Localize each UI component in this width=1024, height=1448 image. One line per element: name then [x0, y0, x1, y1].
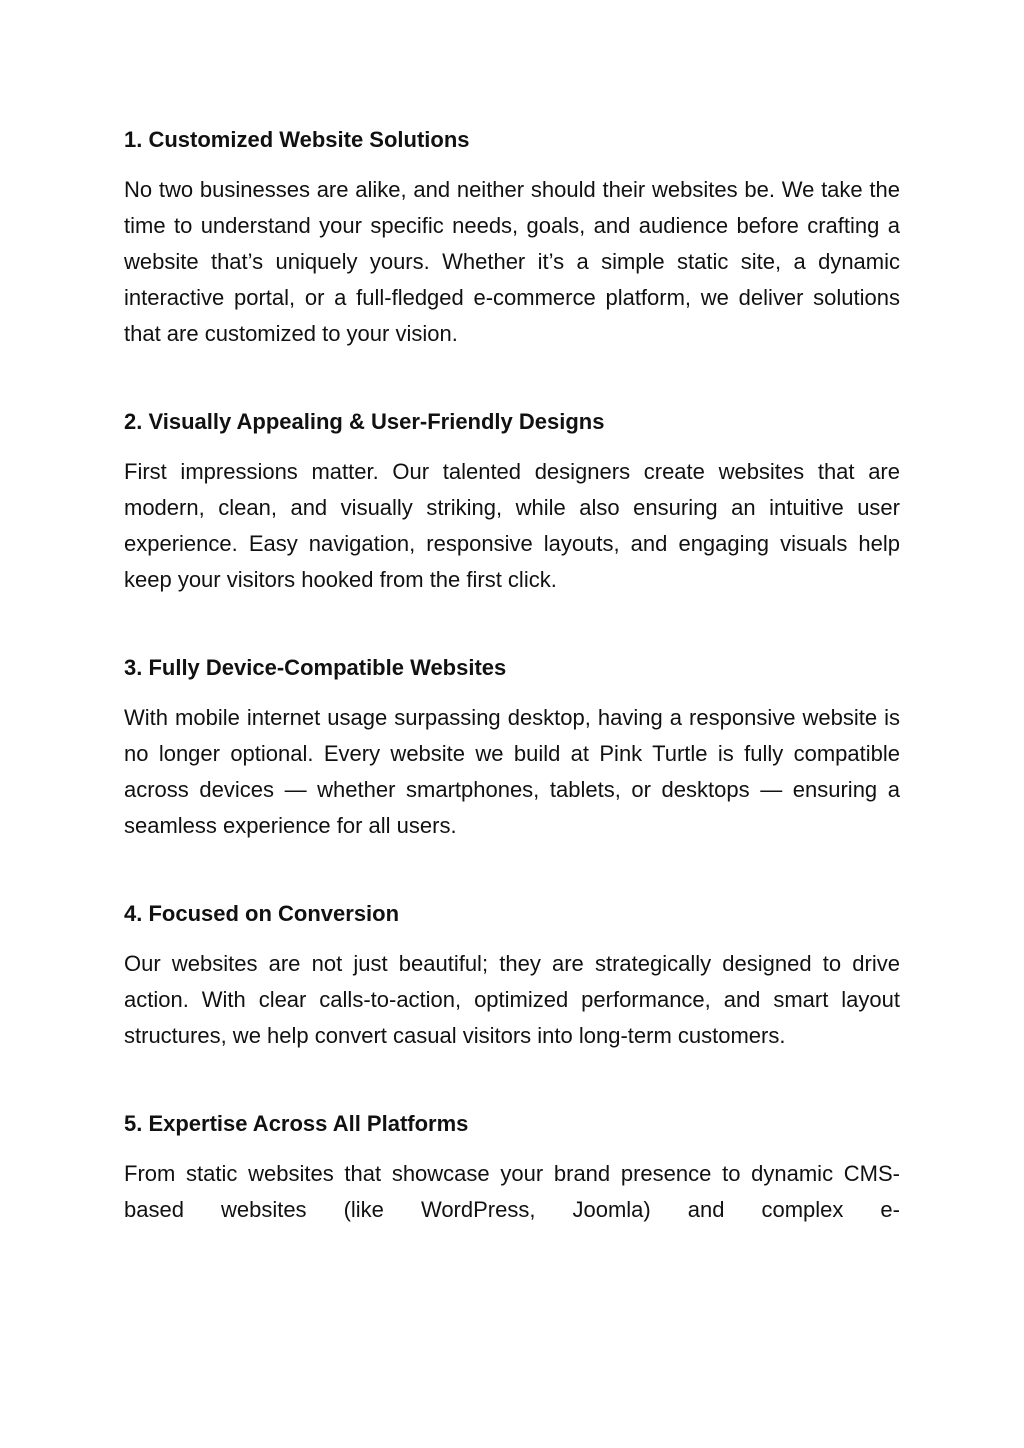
section-heading: 4. Focused on Conversion	[124, 901, 400, 926]
section-paragraph: No two businesses are alike, and neither should their websites be. We take the time to understand your specific needs, goals, and audience before crafting a website that’s uniquely yours. Whether it’s a simple static site, a dynamic interactive portal, or a full-fledged e-commerce platform, we deliver solutions that are customized to your vision.	[124, 177, 900, 346]
section-focused-on-conversion	[124, 896, 900, 1054]
section-device-compatible-websites	[124, 650, 900, 844]
section-heading: 5. Expertise Across All Platforms	[124, 1111, 469, 1136]
section-expertise-across-platforms	[124, 1106, 900, 1228]
section-visually-appealing-designs	[124, 404, 900, 598]
section-paragraph: Our websites are not just beautiful; they are strategically designed to drive action. With clear calls-to-action, optimized performance, and smart layout structures, we help convert casual visitors into long-term customers.	[124, 951, 900, 1048]
section-heading: 1. Customized Website Solutions	[124, 127, 470, 152]
section-heading: 2. Visually Appealing & User-Friendly Designs	[124, 409, 605, 434]
section-paragraph: With mobile internet usage surpassing desktop, having a responsive website is no longer optional. Every website we build at Pink Turtle is fully compatible across devices — whether smartphones, tablets, or desktops — ensuring a seamless experience for all users.	[124, 705, 900, 838]
section-heading: 3. Fully Device-Compatible Websites	[124, 655, 507, 680]
section-paragraph: From static websites that showcase your brand presence to dynamic CMS-based websites (like WordPress, Joomla) and complex e-	[124, 1161, 900, 1222]
document-page	[124, 122, 900, 1228]
section-paragraph: First impressions matter. Our talented designers create websites that are modern, clean, and visually striking, while also ensuring an intuitive user experience. Easy navigation, responsive layouts, and engaging visuals help keep your visitors hooked from the first click.	[124, 459, 900, 592]
section-customized-website-solutions	[124, 122, 900, 352]
